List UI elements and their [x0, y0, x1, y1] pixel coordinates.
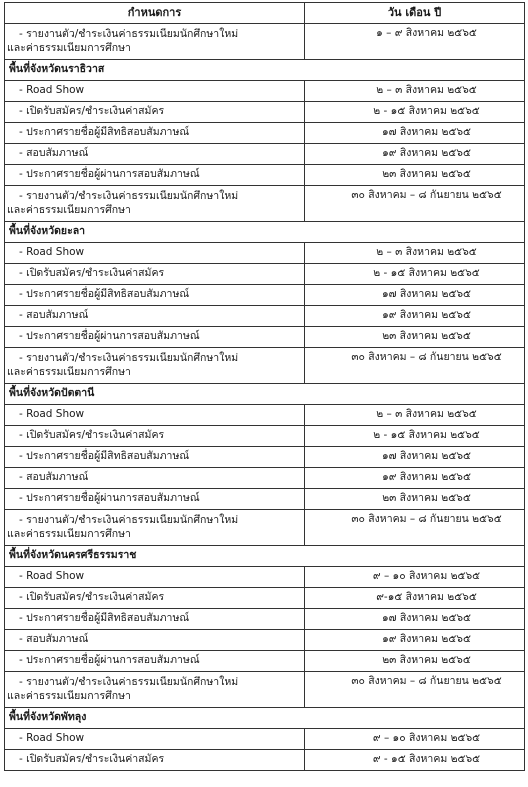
activity-cell	[5, 510, 305, 546]
date-cell: ๒ - ๑๕ สิงหาคม ๒๕๖๕	[305, 264, 525, 285]
date-cell: ๑๙ สิงหาคม ๒๕๖๕	[305, 630, 525, 651]
activity-cell	[5, 588, 305, 609]
date-cell: ๒๓ สิงหาคม ๒๕๖๕	[305, 327, 525, 348]
date-cell: ๓๐ สิงหาคม – ๘ กันยายน ๒๕๖๕	[305, 510, 525, 546]
date-cell: ๑๙ สิงหาคม ๒๕๖๕	[305, 468, 525, 489]
table-row	[5, 588, 525, 609]
date-cell: ๑๗ สิงหาคม ๒๕๖๕	[305, 609, 525, 630]
activity-cell	[5, 123, 305, 144]
table-row	[5, 672, 525, 708]
table-row	[5, 447, 525, 468]
activity-cell	[5, 729, 305, 750]
date-cell: ๒๓ สิงหาคม ๒๕๖๕	[305, 489, 525, 510]
date-cell: ๑ – ๙ สิงหาคม ๒๕๖๕	[305, 24, 525, 60]
table-row	[5, 567, 525, 588]
activity-text: - เปิดรับสมัคร/ชำระเงินค่าสมัคร	[19, 591, 165, 603]
table-row	[5, 750, 525, 771]
activity-cell	[5, 144, 305, 165]
activity-text: - ประกาศรายชื่อผู้มีสิทธิสอบสัมภาษณ์	[19, 126, 190, 138]
header-activity: กำหนดการ	[5, 3, 305, 24]
date-cell: ๓๐ สิงหาคม – ๘ กันยายน ๒๕๖๕	[305, 348, 525, 384]
region-header-row	[5, 384, 525, 405]
date-cell: ๑๗ สิงหาคม ๒๕๖๕	[305, 447, 525, 468]
date-cell: ๙ - ๑๕ สิงหาคม ๒๕๖๕	[305, 750, 525, 771]
activity-cell	[5, 285, 305, 306]
region-title: พื้นที่จังหวัดนครศรีธรรมราช	[5, 546, 525, 567]
activity-cell	[5, 327, 305, 348]
activity-cell	[5, 426, 305, 447]
date-cell: ๑๙ สิงหาคม ๒๕๖๕	[305, 144, 525, 165]
activity-cell	[5, 264, 305, 285]
activity-text: - เปิดรับสมัคร/ชำระเงินค่าสมัคร	[19, 105, 165, 117]
region-title: พื้นที่จังหวัดยะลา	[5, 222, 525, 243]
table-row	[5, 243, 525, 264]
activity-text: - ประกาศรายชื่อผู้มีสิทธิสอบสัมภาษณ์	[19, 612, 190, 624]
activity-text: - ประกาศรายชื่อผู้ผ่านการสอบสัมภาษณ์	[19, 492, 200, 504]
header-date: วัน เดือน ปี	[305, 3, 525, 24]
table-row	[5, 24, 525, 60]
activity-text: - ประกาศรายชื่อผู้ผ่านการสอบสัมภาษณ์	[19, 654, 200, 666]
activity-text-line2: และค่าธรรมเนียมการศึกษา	[7, 366, 131, 378]
activity-text: - ประกาศรายชื่อผู้ผ่านการสอบสัมภาษณ์	[19, 168, 200, 180]
table-row	[5, 651, 525, 672]
activity-text: - Road Show	[19, 84, 85, 96]
table-row	[5, 102, 525, 123]
activity-text: - รายงานตัว/ชำระเงินค่าธรรมเนียมนักศึกษาใหม่	[19, 28, 239, 40]
activity-text: - เปิดรับสมัคร/ชำระเงินค่าสมัคร	[19, 753, 165, 765]
activity-cell	[5, 102, 305, 123]
activity-text-line2: และค่าธรรมเนียมการศึกษา	[7, 42, 131, 54]
date-cell: ๒ - ๑๕ สิงหาคม ๒๕๖๕	[305, 426, 525, 447]
activity-text: - Road Show	[19, 570, 85, 582]
activity-text: - รายงานตัว/ชำระเงินค่าธรรมเนียมนักศึกษาใหม่	[19, 352, 239, 364]
region-title: พื้นที่จังหวัดนราธิวาส	[5, 60, 525, 81]
activity-cell	[5, 630, 305, 651]
table-row	[5, 510, 525, 546]
region-header-row	[5, 60, 525, 81]
table-row	[5, 348, 525, 384]
table-row	[5, 144, 525, 165]
activity-cell	[5, 243, 305, 264]
activity-cell	[5, 447, 305, 468]
activity-cell	[5, 609, 305, 630]
date-cell: ๒ - ๑๕ สิงหาคม ๒๕๖๕	[305, 102, 525, 123]
activity-cell	[5, 567, 305, 588]
activity-cell	[5, 750, 305, 771]
activity-text: - ประกาศรายชื่อผู้มีสิทธิสอบสัมภาษณ์	[19, 288, 190, 300]
activity-text: - รายงานตัว/ชำระเงินค่าธรรมเนียมนักศึกษาใหม่	[19, 514, 239, 526]
date-cell: ๑๗ สิงหาคม ๒๕๖๕	[305, 285, 525, 306]
date-cell: ๒๓ สิงหาคม ๒๕๖๕	[305, 165, 525, 186]
region-header-row	[5, 546, 525, 567]
activity-cell	[5, 405, 305, 426]
table-row	[5, 630, 525, 651]
region-header-row	[5, 222, 525, 243]
date-cell: ๓๐ สิงหาคม – ๘ กันยายน ๒๕๖๕	[305, 186, 525, 222]
activity-cell	[5, 468, 305, 489]
table-row	[5, 426, 525, 447]
activity-cell	[5, 165, 305, 186]
activity-text: - เปิดรับสมัคร/ชำระเงินค่าสมัคร	[19, 429, 165, 441]
activity-cell	[5, 489, 305, 510]
schedule-table	[4, 2, 525, 771]
date-cell: ๒ – ๓ สิงหาคม ๒๕๖๕	[305, 405, 525, 426]
activity-text: - รายงานตัว/ชำระเงินค่าธรรมเนียมนักศึกษาใหม่	[19, 676, 239, 688]
table-row	[5, 81, 525, 102]
activity-text: - Road Show	[19, 246, 85, 258]
date-cell: ๙ – ๑๐ สิงหาคม ๒๕๖๕	[305, 729, 525, 750]
table-row	[5, 264, 525, 285]
table-row	[5, 165, 525, 186]
table-row	[5, 729, 525, 750]
table-row	[5, 186, 525, 222]
activity-cell	[5, 348, 305, 384]
table-row	[5, 306, 525, 327]
table-row	[5, 609, 525, 630]
activity-text: - ประกาศรายชื่อผู้มีสิทธิสอบสัมภาษณ์	[19, 450, 190, 462]
activity-text: - ประกาศรายชื่อผู้ผ่านการสอบสัมภาษณ์	[19, 330, 200, 342]
activity-text-line2: และค่าธรรมเนียมการศึกษา	[7, 204, 131, 216]
activity-text: - Road Show	[19, 732, 85, 744]
activity-text: - Road Show	[19, 408, 85, 420]
date-cell: ๒ – ๓ สิงหาคม ๒๕๖๕	[305, 243, 525, 264]
date-cell: ๙-๑๕ สิงหาคม ๒๕๖๕	[305, 588, 525, 609]
date-cell: ๑๗ สิงหาคม ๒๕๖๕	[305, 123, 525, 144]
activity-text: - รายงานตัว/ชำระเงินค่าธรรมเนียมนักศึกษาใหม่	[19, 190, 239, 202]
activity-text: - สอบสัมภาษณ์	[19, 147, 89, 159]
activity-text: - เปิดรับสมัคร/ชำระเงินค่าสมัคร	[19, 267, 165, 279]
activity-text: - สอบสัมภาษณ์	[19, 633, 89, 645]
activity-text-line2: และค่าธรรมเนียมการศึกษา	[7, 528, 131, 540]
region-title: พื้นที่จังหวัดพัทลุง	[5, 708, 525, 729]
date-cell: ๑๙ สิงหาคม ๒๕๖๕	[305, 306, 525, 327]
activity-text: - สอบสัมภาษณ์	[19, 309, 89, 321]
date-cell: ๒ – ๓ สิงหาคม ๒๕๖๕	[305, 81, 525, 102]
activity-cell	[5, 651, 305, 672]
date-cell: ๙ – ๑๐ สิงหาคม ๒๕๖๕	[305, 567, 525, 588]
table-row	[5, 285, 525, 306]
header-row	[5, 3, 525, 24]
activity-text-line2: และค่าธรรมเนียมการศึกษา	[7, 690, 131, 702]
table-row	[5, 327, 525, 348]
table-row	[5, 489, 525, 510]
table-row	[5, 123, 525, 144]
activity-cell	[5, 672, 305, 708]
activity-cell	[5, 186, 305, 222]
date-cell: ๓๐ สิงหาคม – ๘ กันยายน ๒๕๖๕	[305, 672, 525, 708]
region-header-row	[5, 708, 525, 729]
schedule-body	[5, 24, 525, 771]
activity-cell	[5, 24, 305, 60]
activity-text: - สอบสัมภาษณ์	[19, 471, 89, 483]
region-title: พื้นที่จังหวัดปัตตานี	[5, 384, 525, 405]
date-cell: ๒๓ สิงหาคม ๒๕๖๕	[305, 651, 525, 672]
table-row	[5, 468, 525, 489]
activity-cell	[5, 81, 305, 102]
table-row	[5, 405, 525, 426]
activity-cell	[5, 306, 305, 327]
